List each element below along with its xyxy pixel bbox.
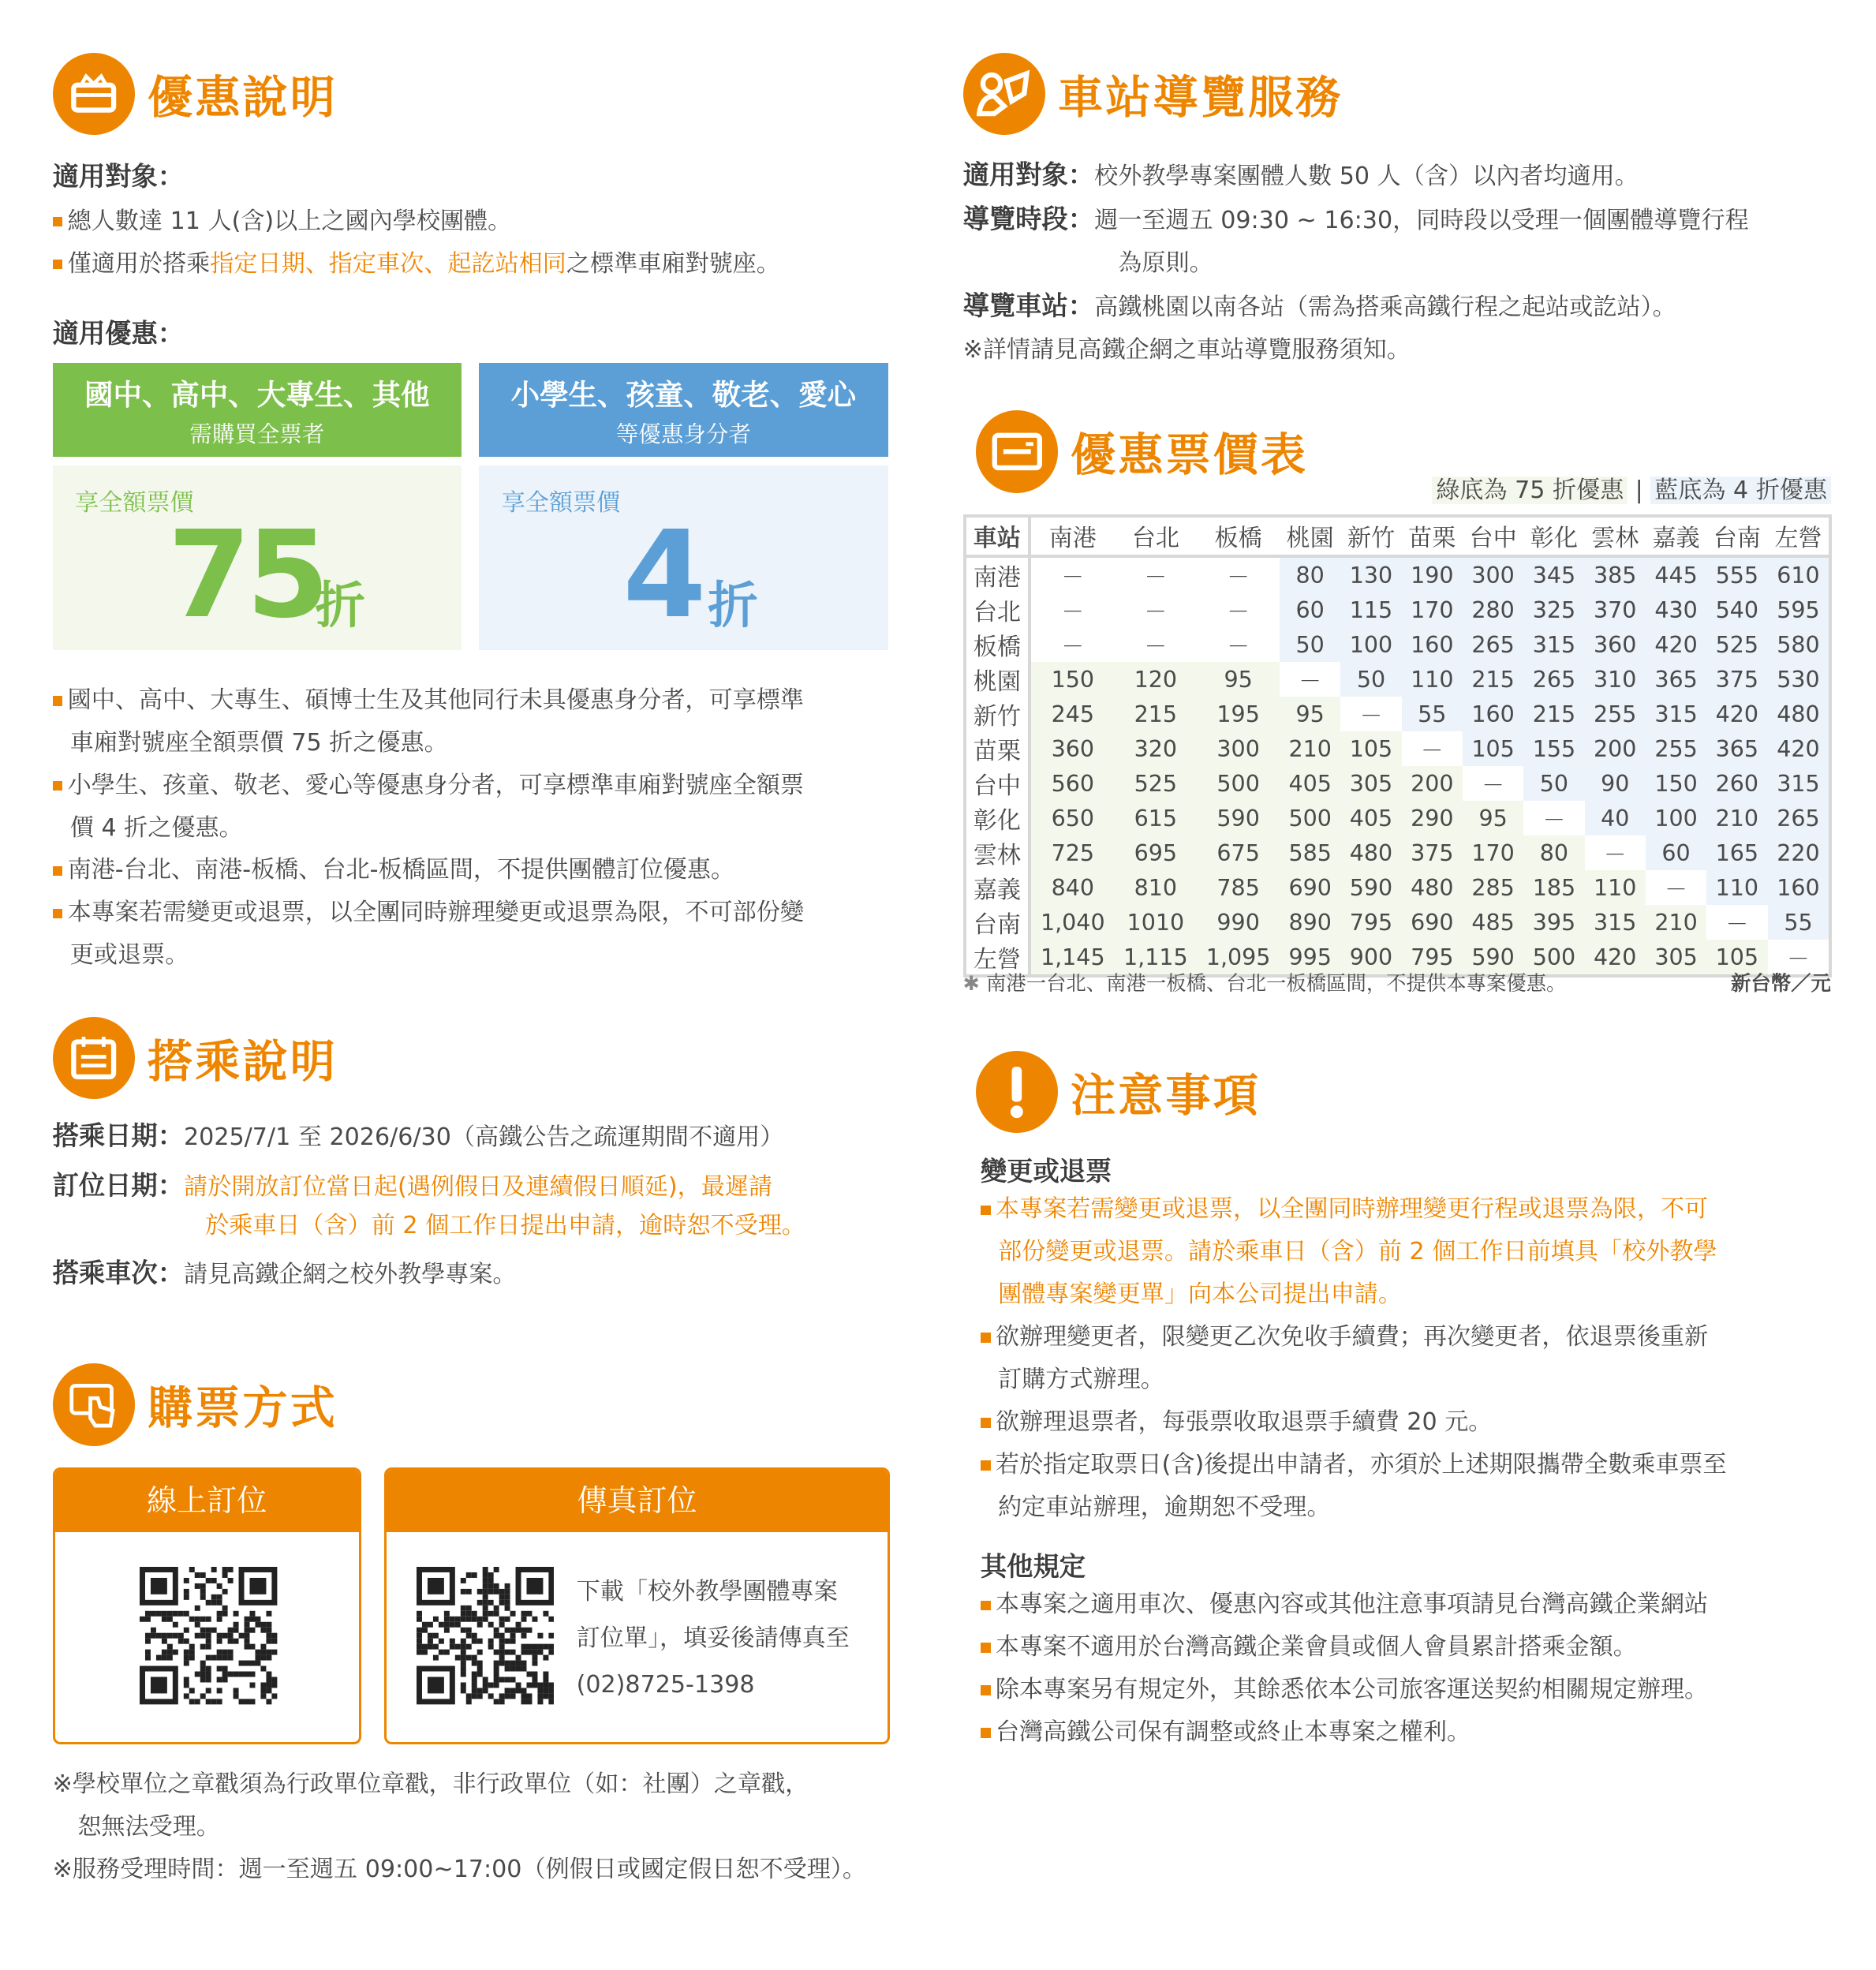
green-box-header: [53, 363, 462, 457]
fare-cell: 500: [1197, 766, 1280, 801]
fare-cell: 1,040: [1030, 905, 1114, 940]
fare-cell: 265: [1463, 627, 1523, 662]
fare-cell: 110: [1402, 662, 1463, 697]
fare-cell: 590: [1463, 940, 1523, 976]
fare-cell: －: [1463, 766, 1523, 801]
fare-cell: 110: [1585, 870, 1646, 905]
fare-cell: 285: [1463, 870, 1523, 905]
fare-cell: 200: [1585, 731, 1646, 766]
fare-cell: 220: [1768, 835, 1831, 870]
blue-label: 享全額票價: [501, 488, 621, 517]
fare-cell: 80: [1280, 556, 1340, 592]
value: 2025/7/1 至 2026/6/30（高鐵公告之疏運期間不適用）: [184, 1123, 784, 1151]
fare-cell: 325: [1523, 592, 1584, 627]
calendar-icon: [53, 1017, 136, 1100]
fare-cell: 210: [1280, 731, 1340, 766]
row-header: 台北: [965, 592, 1030, 627]
fare-cell: 795: [1340, 905, 1401, 940]
note-cont: 更或退票。: [69, 941, 189, 970]
highlight-text: 指定日期、指定車次、起訖站相同: [210, 249, 566, 278]
notice-item: 欲辦理退票者，每張票收取退票手續費 20 元。: [981, 1401, 1727, 1444]
fare-cell: 105: [1463, 731, 1523, 766]
fare-cell: 990: [1197, 905, 1280, 940]
fare-cell: 100: [1646, 801, 1706, 835]
value-cont: 為原則。: [1118, 249, 1213, 277]
fare-cell: 150: [1646, 766, 1706, 801]
fare-cell: 255: [1646, 731, 1706, 766]
fare-cell: 95: [1463, 801, 1523, 835]
legend-separator: |: [1635, 477, 1643, 505]
table-row: [965, 592, 1831, 627]
fare-cell: 210: [1646, 905, 1706, 940]
currency-unit: 新台幣／元: [1731, 971, 1831, 996]
column-header: 苗栗: [1402, 516, 1463, 557]
other-label: 其他規定: [980, 1551, 1086, 1583]
legend-green: 綠底為 75 折優惠: [1432, 477, 1627, 504]
booking-date: [53, 1164, 773, 1209]
notice-item: 除本專案另有規定外，其餘悉依本公司旅客運送契約相關規定辦理。: [981, 1669, 1708, 1711]
offer-label: 適用優惠：: [52, 318, 184, 350]
fare-cell: 480: [1340, 835, 1401, 870]
fare-cell: 420: [1646, 627, 1706, 662]
guide-icon: [963, 53, 1046, 136]
fare-cell: 560: [1030, 766, 1114, 801]
fare-cell: 420: [1768, 731, 1831, 766]
fare-cell: 785: [1197, 870, 1280, 905]
fare-cell: 50: [1280, 627, 1340, 662]
row-header: 左營: [965, 940, 1030, 976]
fare-cell: 995: [1280, 940, 1340, 976]
column-header: 台北: [1114, 516, 1197, 557]
fare-cell: 590: [1197, 801, 1280, 835]
fare-cell: 445: [1646, 556, 1706, 592]
fare-cell: 690: [1280, 870, 1340, 905]
row-header: 南港: [965, 556, 1030, 592]
column-header: 雲林: [1585, 516, 1646, 557]
fare-cell: 185: [1523, 870, 1584, 905]
value: 週一至週五 09:30 ~ 16:30，同時段以受理一個團體導覽行程: [1094, 206, 1749, 234]
fare-cell: 150: [1030, 662, 1114, 697]
fare-cell: 360: [1030, 731, 1114, 766]
note-item: 國中、高中、大專生、碩博士生及其他同行未具優惠身分者，可享標準: [53, 679, 804, 722]
note-cont: 車廂對號座全額票價 75 折之優惠。: [69, 728, 448, 757]
fare-cell: 210: [1706, 801, 1767, 835]
section-title: 搭乘說明: [148, 1036, 338, 1089]
fare-cell: 405: [1280, 766, 1340, 801]
label: 搭乘日期：: [52, 1120, 184, 1151]
fare-cell: 160: [1768, 870, 1831, 905]
green-subtitle: 需購買全票者: [189, 421, 325, 447]
fare-cell: 615: [1114, 801, 1197, 835]
fare-cell: 530: [1768, 662, 1831, 697]
note-item: 南港-台北、南港-板橋、台北-板橋區間，不提供團體訂位優惠。: [53, 849, 804, 892]
fare-cell: 300: [1463, 556, 1523, 592]
fare-cell: 610: [1768, 556, 1831, 592]
text: 下載「校外教學團體專案: [576, 1578, 838, 1606]
blue-unit: 折: [708, 575, 758, 634]
fare-cell: 840: [1030, 870, 1114, 905]
fare-cell: 345: [1523, 556, 1584, 592]
table-row: [965, 556, 1831, 592]
fare-cell: 110: [1706, 870, 1767, 905]
row-header: 彰化: [965, 801, 1030, 835]
table-row: [965, 766, 1831, 801]
column-header: 嘉義: [1646, 516, 1706, 557]
fare-cell: 165: [1706, 835, 1767, 870]
table-row: [965, 905, 1831, 940]
legend-blue: 藍底為 4 折優惠: [1650, 477, 1830, 504]
footnote-text: 南港一台北、南港一板橋、台北一板橋區間，不提供本專案優惠。: [985, 971, 1567, 996]
guide-note: ※詳情請見高鐵企網之車站導覽服務須知。: [962, 335, 1411, 364]
text: 之標準車廂對號座。: [566, 249, 780, 278]
fare-cell: －: [1114, 556, 1197, 592]
note: ※服務受理時間：週一至週五 09:00~17:00（例假日或國定假日恕不受理）。: [52, 1856, 867, 1884]
fare-cell: －: [1030, 592, 1114, 627]
purchase-header: [53, 1363, 338, 1446]
label: 導覽車站：: [962, 290, 1095, 321]
fare-cell: 50: [1523, 766, 1584, 801]
section-title: 優惠說明: [148, 71, 338, 124]
fare-cell: 105: [1706, 940, 1767, 976]
fare-cell: 315: [1523, 627, 1584, 662]
fare-cell: 170: [1402, 592, 1463, 627]
fare-cell: 55: [1402, 697, 1463, 731]
fare-cell: 170: [1463, 835, 1523, 870]
discount-notes: [53, 679, 804, 977]
fare-cell: 480: [1768, 697, 1831, 731]
column-header: 南港: [1030, 516, 1114, 557]
ride-header: [53, 1017, 338, 1100]
fare-cell: 200: [1402, 766, 1463, 801]
notice-item: 本專案不適用於台灣高鐵企業會員或個人會員累計搭乘金額。: [981, 1626, 1708, 1669]
fare-cell: 370: [1585, 592, 1646, 627]
fare-cell: 95: [1280, 697, 1340, 731]
change-label: 變更或退票: [980, 1156, 1112, 1187]
purchase-notes: [53, 1763, 866, 1891]
fare-cell: －: [1646, 870, 1706, 905]
fares-header: [976, 410, 1309, 493]
label: 搭乘車次：: [52, 1257, 184, 1288]
table-row: [965, 731, 1831, 766]
discount-header: [53, 53, 338, 136]
target-item: [53, 243, 780, 286]
fare-cell: 95: [1197, 662, 1280, 697]
row-header: 桃園: [965, 662, 1030, 697]
qr-code[interactable]: [417, 1567, 554, 1704]
text: 僅適用於搭乘: [67, 249, 211, 278]
note: ※學校單位之章戳須為行政單位章戳，非行政單位（如：社團）之章戳，: [52, 1770, 809, 1799]
label: 訂位日期：: [52, 1169, 184, 1201]
target-item: 總人數達 11 人(含)以上之國內學校團體。: [53, 200, 512, 243]
section-title: 車站導覽服務: [1058, 71, 1343, 124]
guide-info: [963, 154, 1749, 372]
fare-cell: 595: [1768, 592, 1831, 627]
column-header: 彰化: [1523, 516, 1584, 557]
fare-cell: 300: [1197, 731, 1280, 766]
fare-cell: －: [1280, 662, 1340, 697]
fare-cell: 650: [1030, 801, 1114, 835]
fare-cell: －: [1030, 556, 1114, 592]
fare-cell: 305: [1340, 766, 1401, 801]
notice-cont: 部份變更或退票。請於乘車日（含）前 2 個工作日前填具「校外教學: [998, 1238, 1717, 1266]
table-row: [965, 662, 1831, 697]
fare-cell: 245: [1030, 697, 1114, 731]
column-header: 桃園: [1280, 516, 1340, 557]
fare-cell: 365: [1646, 662, 1706, 697]
fare-cell: 160: [1463, 697, 1523, 731]
fare-cell: 120: [1114, 662, 1197, 697]
notice-item: 本專案之適用車次、優惠內容或其他注意事項請見台灣高鐵企業網站: [981, 1583, 1708, 1626]
fare-cell: 525: [1706, 627, 1767, 662]
fare-cell: 1,115: [1114, 940, 1197, 976]
touch-icon: [53, 1363, 136, 1446]
ride-train: [53, 1252, 517, 1296]
notice-other: [981, 1546, 1708, 1754]
fare-cell: 810: [1114, 870, 1197, 905]
gift-icon: [53, 53, 136, 136]
fax-number: (02)8725-1398: [576, 1670, 755, 1699]
fare-cell: 310: [1585, 662, 1646, 697]
table-row: [965, 801, 1831, 835]
corner-header: 車站: [965, 516, 1030, 557]
fare-cell: －: [1402, 731, 1463, 766]
notice-cont: 團體專案變更單」向本公司提出申請。: [998, 1280, 1402, 1309]
fare-cell: 215: [1114, 697, 1197, 731]
fare-cell: 290: [1402, 801, 1463, 835]
fare-cell: 1,095: [1197, 940, 1280, 976]
exclamation-icon: [976, 1051, 1059, 1134]
fare-cell: －: [1340, 697, 1401, 731]
fare-cell: 100: [1340, 627, 1401, 662]
fare-cell: 1,145: [1030, 940, 1114, 976]
green-box-body: [53, 465, 462, 651]
note-item: 本專案若需變更或退票，以全團同時辦理變更或退票為限，不可部份變: [53, 892, 804, 934]
fare-cell: 420: [1585, 940, 1646, 976]
green-title: 國中、高中、大專生、其他: [84, 378, 430, 413]
column-header: 台中: [1463, 516, 1523, 557]
fare-cell: 695: [1114, 835, 1197, 870]
guide-header: [963, 53, 1343, 136]
value: 校外教學專案團體人數 50 人（含）以內者均適用。: [1094, 162, 1639, 190]
row-header: 台中: [965, 766, 1030, 801]
notice-item: 本專案若需變更或退票，以全團同時辦理變更行程或退票為限，不可: [981, 1188, 1727, 1231]
table-row: [965, 870, 1831, 905]
fare-cell: 60: [1646, 835, 1706, 870]
fare-cell: 420: [1706, 697, 1767, 731]
column-header: 板橋: [1197, 516, 1280, 557]
section-title: 注意事項: [1071, 1069, 1261, 1122]
fare-cell: 375: [1706, 662, 1767, 697]
value: 高鐵桃園以南各站（需為搭乘高鐵行程之起站或訖站）。: [1094, 293, 1676, 321]
row-header: 苗栗: [965, 731, 1030, 766]
fare-cell: 555: [1706, 556, 1767, 592]
fare-cell: 260: [1706, 766, 1767, 801]
fare-cell: 405: [1340, 801, 1401, 835]
fare-cell: 360: [1585, 627, 1646, 662]
fare-cell: 305: [1646, 940, 1706, 976]
fare-cell: －: [1197, 592, 1280, 627]
fare-cell: －: [1114, 627, 1197, 662]
fare-cell: 795: [1402, 940, 1463, 976]
fare-cell: 690: [1402, 905, 1463, 940]
fare-cell: 105: [1340, 731, 1401, 766]
fare-cell: 375: [1402, 835, 1463, 870]
value: 請見高鐵企網之校外教學專案。: [184, 1260, 517, 1288]
fare-cell: 315: [1585, 905, 1646, 940]
fare-cell: 115: [1340, 592, 1401, 627]
fare-cell: 890: [1280, 905, 1340, 940]
table-row: [965, 627, 1831, 662]
notice-item: 欲辦理變更者，限變更乙次免收手續費；再次變更者，依退票後重新: [981, 1316, 1727, 1359]
green-value: 75: [167, 505, 325, 645]
fare-cell: 195: [1197, 697, 1280, 731]
row-header: 嘉義: [965, 870, 1030, 905]
target-label: 適用對象：: [52, 160, 184, 192]
value-cont: 於乘車日（含）前 2 個工作日提出申請，逾時恕不受理。: [204, 1211, 805, 1239]
green-unit: 折: [315, 575, 365, 634]
fare-cell: 900: [1340, 940, 1401, 976]
table-row: [965, 835, 1831, 870]
online-booking-title: 線上訂位: [55, 1470, 359, 1532]
fare-cell: 155: [1523, 731, 1584, 766]
fare-cell: 190: [1402, 556, 1463, 592]
fare-cell: 55: [1768, 905, 1831, 940]
fare-cell: 540: [1706, 592, 1767, 627]
fare-cell: 280: [1463, 592, 1523, 627]
fare-cell: 160: [1402, 627, 1463, 662]
fare-cell: 500: [1280, 801, 1340, 835]
fare-cell: －: [1030, 627, 1114, 662]
ticket-icon: [976, 410, 1059, 493]
text: 訂位單」，填妥後請傳真至: [576, 1624, 850, 1653]
fare-cell: 50: [1340, 662, 1401, 697]
ride-date: [53, 1115, 784, 1159]
fax-booking-box: [384, 1467, 891, 1745]
fax-booking-title: 傳真訂位: [387, 1470, 888, 1532]
label: 適用對象：: [962, 159, 1095, 190]
row-header: 台南: [965, 905, 1030, 940]
blue-value: 4: [622, 505, 707, 645]
online-booking-box: [53, 1467, 361, 1745]
fare-cell: 315: [1768, 766, 1831, 801]
fare-table: [963, 514, 1833, 978]
blue-subtitle: 等優惠身分者: [615, 421, 751, 447]
table-row: [965, 697, 1831, 731]
fare-cell: 585: [1280, 835, 1340, 870]
fax-instructions: [577, 1569, 850, 1708]
fare-cell: 320: [1114, 731, 1197, 766]
value: 請於開放訂位當日起(遇例假日及連續假日順延)，最遲請: [184, 1172, 773, 1201]
notice-item: 若於指定取票日(含)後提出申請者，亦須於上述期限攜帶全數乘車票至: [981, 1444, 1727, 1486]
column-header: 台南: [1706, 516, 1767, 557]
fare-cell: 255: [1585, 697, 1646, 731]
fare-cell: 590: [1340, 870, 1401, 905]
fare-cell: 215: [1523, 697, 1584, 731]
fare-cell: －: [1768, 940, 1831, 976]
fare-cell: 315: [1646, 697, 1706, 731]
fare-cell: 485: [1463, 905, 1523, 940]
row-header: 雲林: [965, 835, 1030, 870]
fare-cell: 215: [1463, 662, 1523, 697]
fare-cell: 60: [1280, 592, 1340, 627]
fare-cell: 725: [1030, 835, 1114, 870]
fare-cell: 525: [1114, 766, 1197, 801]
fare-cell: 130: [1340, 556, 1401, 592]
fare-cell: －: [1585, 835, 1646, 870]
asterisk-icon: ✱: [962, 971, 980, 996]
fare-cell: 80: [1523, 835, 1584, 870]
blue-box-body: [479, 465, 888, 651]
fare-cell: 265: [1768, 801, 1831, 835]
fare-cell: 90: [1585, 766, 1646, 801]
fare-cell: 480: [1402, 870, 1463, 905]
fare-cell: 580: [1768, 627, 1831, 662]
fare-cell: 500: [1523, 940, 1584, 976]
section-title: 購票方式: [148, 1382, 338, 1435]
fare-cell: －: [1197, 627, 1280, 662]
label: 導覽時段：: [962, 203, 1095, 234]
fare-cell: 40: [1585, 801, 1646, 835]
fare-footnote: [963, 968, 1567, 996]
column-header: 左營: [1768, 516, 1831, 557]
row-header: 板橋: [965, 627, 1030, 662]
notice-cont: 訂購方式辦理。: [998, 1366, 1164, 1394]
fare-cell: 265: [1523, 662, 1584, 697]
section-title: 優惠票價表: [1071, 429, 1309, 482]
notice-item: 台灣高鐵公司保有調整或終止本專案之權利。: [981, 1711, 1708, 1754]
fare-cell: －: [1523, 801, 1584, 835]
fare-cell: 365: [1706, 731, 1767, 766]
blue-title: 小學生、孩童、敬老、愛心: [510, 378, 857, 413]
notice-change: [981, 1150, 1727, 1528]
fare-legend: [1432, 470, 1830, 505]
fare-cell: 1010: [1114, 905, 1197, 940]
fare-cell: 385: [1585, 556, 1646, 592]
note-cont: 恕無法受理。: [77, 1813, 220, 1841]
note-cont: 價 4 折之優惠。: [69, 813, 243, 842]
notice-cont: 約定車站辦理，逾期恕不受理。: [998, 1493, 1331, 1521]
fare-cell: 675: [1197, 835, 1280, 870]
fare-cell: 395: [1523, 905, 1584, 940]
row-header: 新竹: [965, 697, 1030, 731]
fare-cell: 430: [1646, 592, 1706, 627]
fare-cell: －: [1706, 905, 1767, 940]
note-item: 小學生、孩童、敬老、愛心等優惠身分者，可享標準車廂對號座全額票: [53, 764, 804, 807]
notice-header: [976, 1051, 1261, 1134]
qr-code[interactable]: [140, 1567, 277, 1704]
green-label: 享全額票價: [75, 488, 194, 517]
fare-cell: －: [1197, 556, 1280, 592]
column-header: 新竹: [1340, 516, 1401, 557]
blue-box-header: [479, 363, 888, 457]
fare-cell: －: [1114, 592, 1197, 627]
